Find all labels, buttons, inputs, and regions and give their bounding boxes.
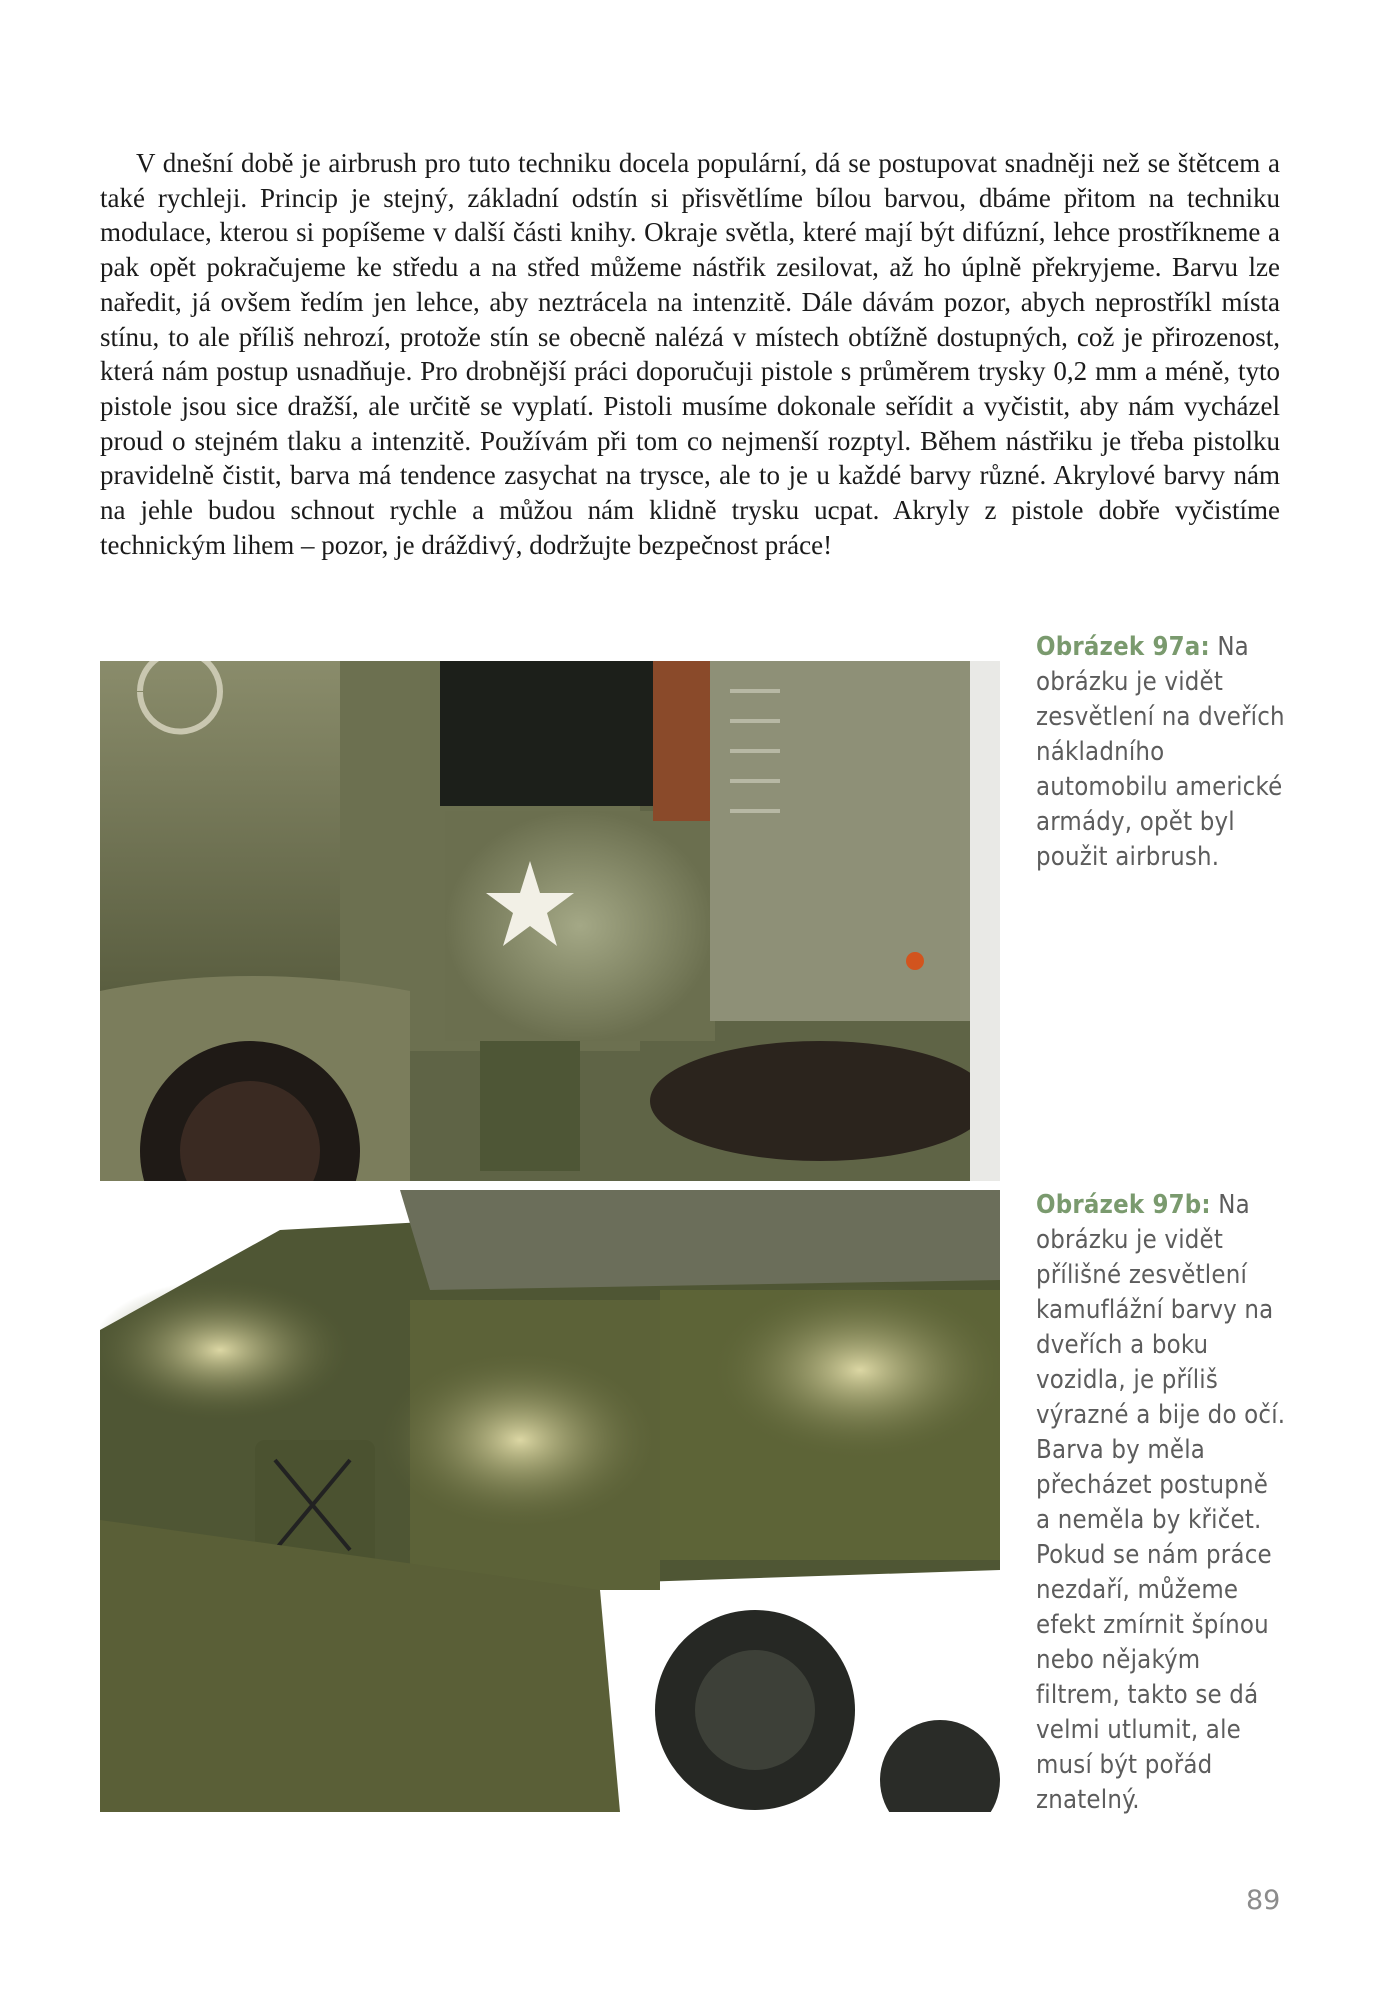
body-text xyxy=(100,146,1280,562)
figure-97a-label: Obrázek 97a: xyxy=(1036,632,1210,662)
figure-97a-caption-text: Na obrázku je vidět zesvětlení na dveřích nákladního automobilu americké armády, opět byl použit airbrush. xyxy=(1036,632,1285,872)
figure-97b-caption xyxy=(1036,1188,1286,1818)
figure-97b-caption-text: Na obrázku je vidět přílišné zesvětlení kamuflážní barvy na dveřích a boku vozidla, je příliš výrazné a bije do očí. Barva by měla přecházet postupně a neměla by křičet. Pokud se nám práce nezdaří, můžeme efekt zmírnit špínou nebo nějakým filtrem, takto se dá velmi utlumit, ale musí být pořád znatelný. xyxy=(1036,1190,1286,1815)
page-number: 89 xyxy=(1246,1885,1281,1916)
figure-97a-photo xyxy=(100,661,1000,1181)
body-paragraph: V dnešní době je airbrush pro tuto techniku docela populární, dá se postupovat snadněji než se štětcem a také rychleji. Princip je stejný, základní odstín si přisvětlíme bílou barvou, dbáme přitom na techniku modulace, kterou si popíšeme v další části knihy. Okraje světla, které mají být difúzní, lehce prostříkneme a pak opět pokračujeme ke středu a na střed můžeme nástřik zesilovat, až ho úplně překryjeme. Barvu lze naředit, já ovšem ředím jen lehce, aby neztrácela na intenzitě. Dále dávám pozor, abych neprostříkl místa stínu, to ale příliš nehrozí, protože stín se obecně nalézá v místech obtížně dostupných, což je přirozenost, která nám postup usnadňuje. Pro drobnější práci doporučuji pistole s průměrem trysky 0,2 mm a méně, tyto pistole jsou sice dražší, ale určitě se vyplatí. Pistoli musíme dokonale seřídit a vyčistit, aby nám vycházel proud o stejném tlaku a intenzitě. Používám při tom co nejmenší rozptyl. Během nástřiku je třeba pistolku pravidelně čistit, barva má tendence zasychat na trysce, ale to je u každé barvy různé. Akrylové barvy nám na jehle budou schnout rychle a můžou nám klidně trysku ucpat. Akryly z pistole dobře vyčistíme technickým lihem – pozor, je dráždivý, dodržujte bezpečnost práce! xyxy=(100,148,1280,560)
figure-97b-label: Obrázek 97b: xyxy=(1036,1190,1211,1220)
halftrack-image xyxy=(100,1190,1000,1812)
figure-97a-caption xyxy=(1036,630,1286,875)
truck-door-image xyxy=(100,661,1000,1181)
figure-97b-photo xyxy=(100,1190,1000,1812)
